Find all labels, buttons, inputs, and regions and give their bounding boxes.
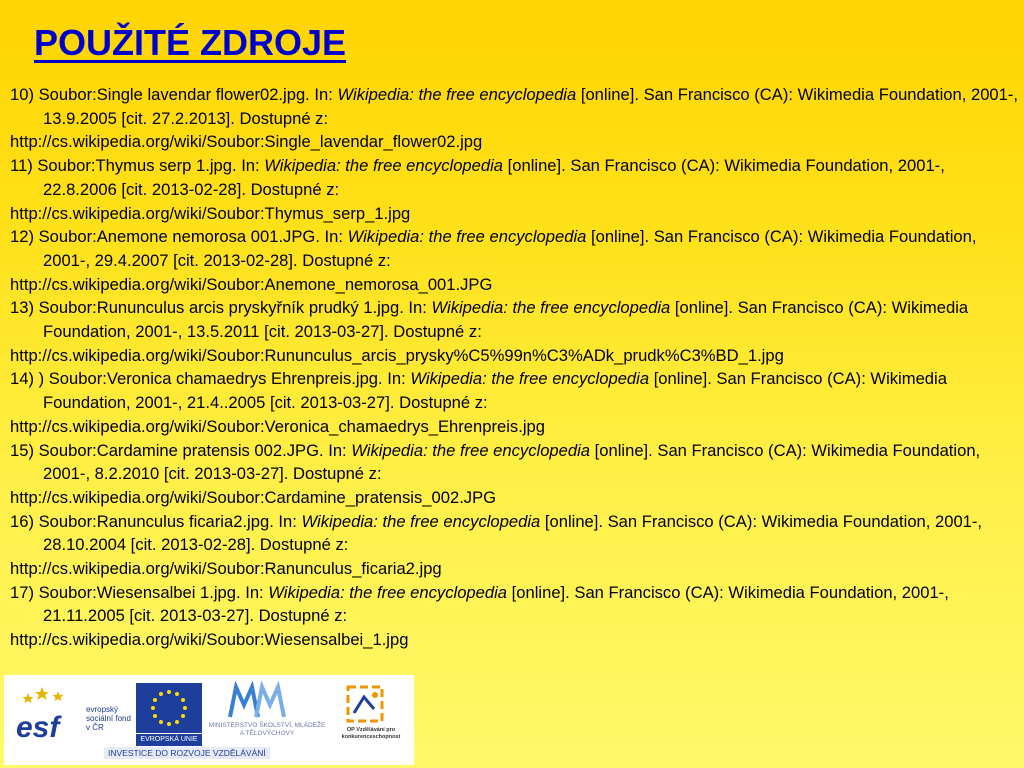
reference-url: http://cs.wikipedia.org/wiki/Soubor:Veronica_chamaedrys_Ehrenpreis.jpg <box>10 416 545 436</box>
reference-details: [online]. San Francisco (CA): Wikimedia Foundation, 2001-, 22.8.2006 [cit. 2013-02-28]. Dostupné z: <box>43 156 945 199</box>
reference-text: 16) Soubor:Ranunculus ficaria2.jpg. In: <box>10 511 302 531</box>
reference-item <box>10 225 1018 296</box>
reference-details: [online]. San Francisco (CA): Wikimedia Foundation, 2001-, 29.4.2007 [cit. 2013-02-28]. Dostupné z: <box>43 227 977 270</box>
page-title: POUŽITÉ ZDROJE <box>34 22 347 63</box>
footer-logo-strip <box>4 675 414 765</box>
reference-text: 15) Soubor:Cardamine pratensis 002.JPG. In: <box>10 440 352 460</box>
reference-url: http://cs.wikipedia.org/wiki/Soubor:Cardamine_pratensis_002.JPG <box>10 487 497 507</box>
esf-name: evropský sociální fond v ČR <box>86 705 131 732</box>
op-name: OP Vzdělávání pro konkurenceschopnost <box>341 727 401 740</box>
reference-source: Wikipedia: the free encyclopedia <box>268 582 508 602</box>
reference-url: http://cs.wikipedia.org/wiki/Soubor:Rununculus_arcis_prysky%C5%99n%C3%ADk_prudk%C3%BD_1.jpg <box>10 345 784 365</box>
eu-name: EVROPSKÁ UNIE <box>136 734 202 746</box>
reference-details: [online]. San Francisco (CA): Wikimedia Foundation, 2001-, 21.11.2005 [cit. 2013-03-27]. Dostupné z: <box>43 582 949 626</box>
reference-source: Wikipedia: the free encyclopedia <box>410 369 650 389</box>
reference-source: Wikipedia: the free encyclopedia <box>301 511 541 531</box>
reference-url: http://cs.wikipedia.org/wiki/Soubor:Anemone_nemorosa_001.JPG <box>10 274 493 294</box>
reference-details: [online]. San Francisco (CA): Wikimedia Foundation, 2001-, 28.10.2004 [cit. 2013-02-28]. Dostupné z: <box>43 511 983 555</box>
reference-item <box>10 439 1018 510</box>
reference-details: [online]. San Francisco (CA): Wikimedia Foundation, 2001-, 21.4..2005 [cit. 2013-03-27]. Dostupné z: <box>43 369 947 413</box>
reference-text: 11) Soubor:Thymus serp 1.jpg. In: <box>10 156 265 176</box>
reference-source: Wikipedia: the free encyclopedia <box>351 440 591 460</box>
reference-url: http://cs.wikipedia.org/wiki/Soubor:Single_lavendar_flower02.jpg <box>10 132 483 152</box>
reference-item <box>10 510 1018 581</box>
reference-text: 17) Soubor:Wiesensalbei 1.jpg. In: <box>10 582 269 602</box>
ministry-name: MINISTERSTVO ŠKOLSTVÍ, MLÁDEŽE A TĚLOVÝCHOVY <box>208 722 326 737</box>
reference-item <box>10 367 1018 438</box>
reference-item <box>10 154 1018 225</box>
svg-text:esf: esf <box>16 711 60 743</box>
reference-details: [online]. San Francisco (CA): Wikimedia Foundation, 2001-, 13.5.2011 [cit. 2013-03-27]. Dostupné z: <box>43 298 969 342</box>
reference-item <box>10 83 1018 154</box>
reference-details: [online]. San Francisco (CA): Wikimedia Foundation, 2001-, 13.9.2005 [cit. 27.2.2013]. Dostupné z: <box>43 85 1019 128</box>
reference-source: Wikipedia: the free encyclopedia <box>431 298 671 318</box>
reference-source: Wikipedia: the free encyclopedia <box>337 85 577 104</box>
reference-item <box>10 296 1018 367</box>
reference-source: Wikipedia: the free encyclopedia <box>264 156 504 176</box>
eu-flag-icon <box>136 683 202 733</box>
reference-text: 13) Soubor:Rununculus arcis pryskyřník prudký 1.jpg. In: <box>10 298 432 318</box>
reference-text: 12) Soubor:Anemone nemorosa 001.JPG. In: <box>10 227 348 247</box>
reference-item <box>10 581 1018 652</box>
reference-url: http://cs.wikipedia.org/wiki/Soubor:Thymus_serp_1.jpg <box>10 203 411 223</box>
reference-text: 14) ) Soubor:Veronica chamaedrys Ehrenpreis.jpg. In: <box>10 369 411 389</box>
reference-source: Wikipedia: the free encyclopedia <box>347 227 587 247</box>
reference-url: http://cs.wikipedia.org/wiki/Soubor:Wiesensalbei_1.jpg <box>10 630 409 650</box>
reference-details: [online]. San Francisco (CA): Wikimedia Foundation, 2001-, 8.2.2010 [cit. 2013-03-27]. Dostupné z: <box>43 440 981 484</box>
reference-list <box>10 83 1018 652</box>
esf-logo <box>12 683 84 743</box>
reference-url: http://cs.wikipedia.org/wiki/Soubor:Ranunculus_ficaria2.jpg <box>10 559 442 579</box>
msmt-logo <box>226 681 286 721</box>
op-logo <box>344 683 386 725</box>
investment-slogan: INVESTICE DO ROZVOJE VZDĚLÁVÁNÍ <box>104 747 270 759</box>
reference-text: 10) Soubor:Single lavendar flower02.jpg. In: <box>10 85 338 104</box>
